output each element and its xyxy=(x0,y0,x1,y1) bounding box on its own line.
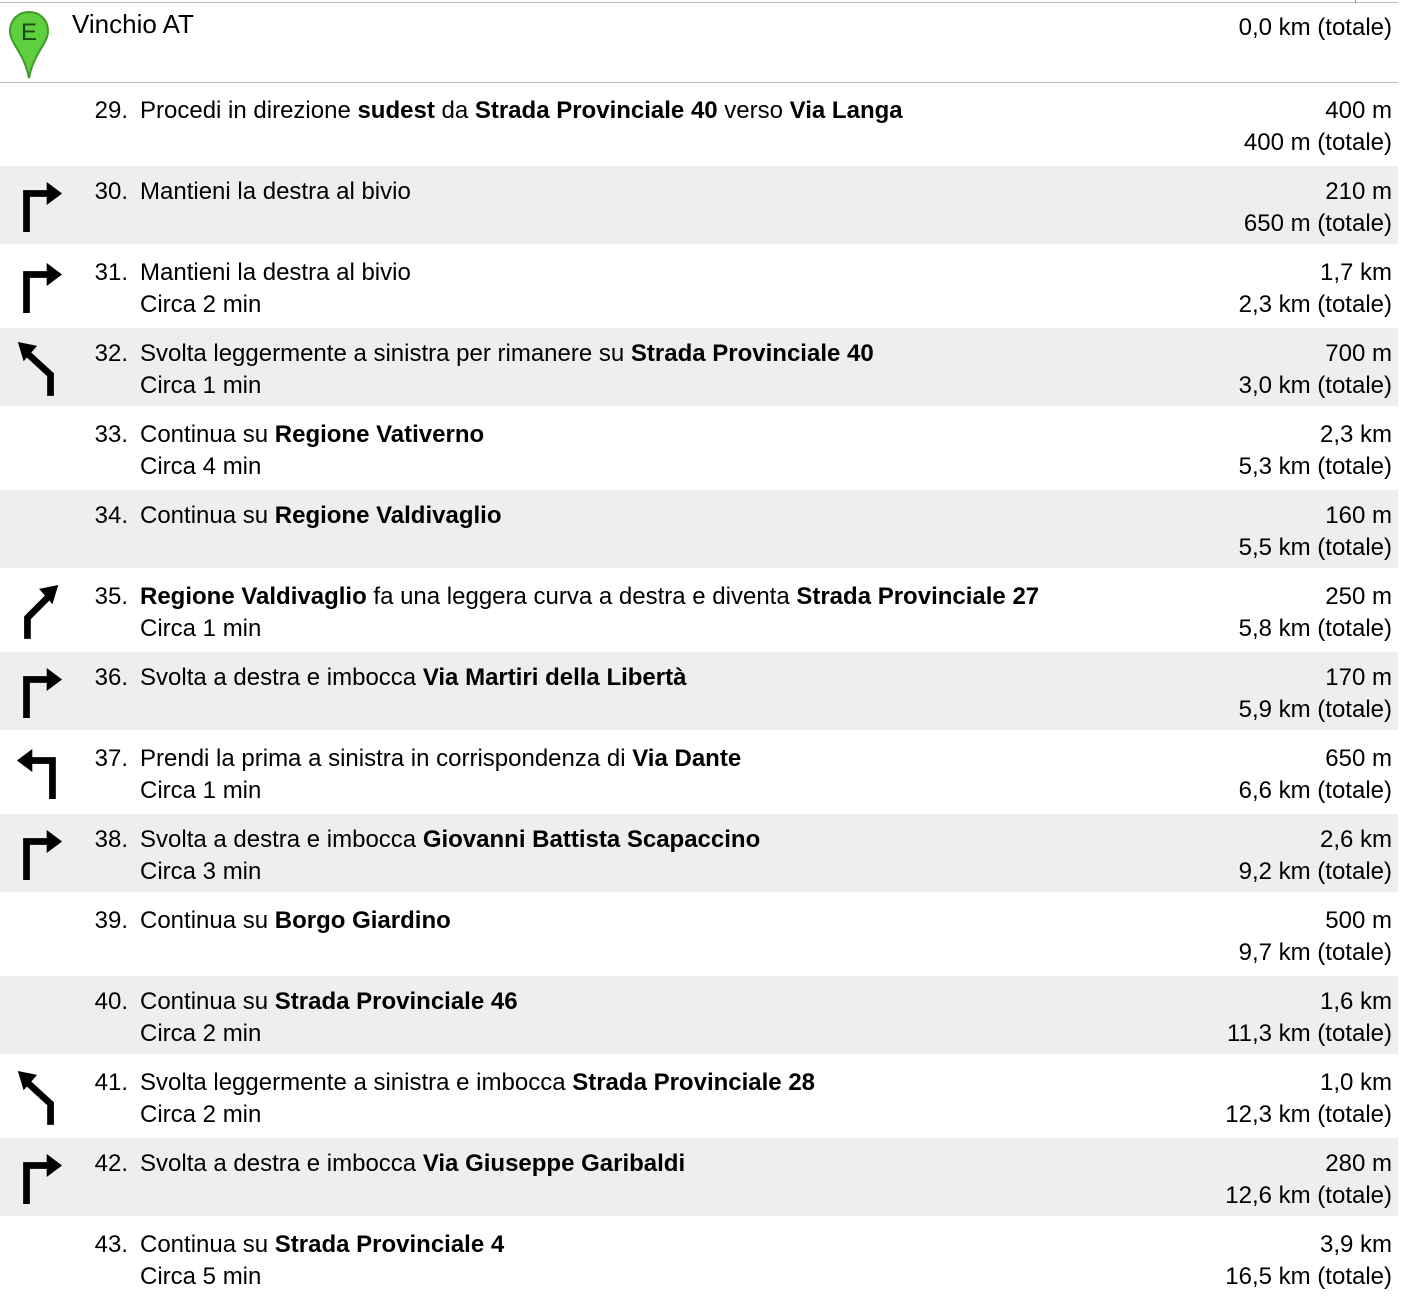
street-name: Via Dante xyxy=(632,745,742,772)
step-distance: 250 m xyxy=(1325,583,1392,610)
step-number: 35. xyxy=(94,583,128,610)
step-number: 41. xyxy=(94,1069,128,1096)
destination-name: Vinchio AT xyxy=(72,9,194,39)
direction-step[interactable] xyxy=(0,490,1398,568)
slight-right-icon xyxy=(14,579,64,643)
direction-step[interactable] xyxy=(0,328,1398,406)
step-total-distance: 16,5 km (totale) xyxy=(1225,1263,1392,1290)
direction-step[interactable] xyxy=(0,733,1398,811)
step-duration: Circa 3 min xyxy=(140,858,262,885)
step-distance: 2,3 km xyxy=(1319,421,1392,448)
instruction-text: Continua su xyxy=(140,988,275,1015)
step-distances xyxy=(1239,824,1392,888)
street-name: Via Langa xyxy=(789,97,903,124)
step-total-distance: 3,0 km (totale) xyxy=(1238,372,1392,399)
step-duration: Circa 1 min xyxy=(140,372,262,399)
step-distance: 1,7 km xyxy=(1319,259,1392,286)
step-distances xyxy=(1244,95,1392,159)
turn-right-icon xyxy=(14,255,64,319)
instruction-text: Svolta a destra e imbocca xyxy=(140,664,423,691)
direction-step[interactable] xyxy=(0,1138,1398,1216)
street-name: Strada Provinciale 46 xyxy=(274,988,518,1015)
step-distances xyxy=(1227,986,1392,1050)
step-duration: Circa 2 min xyxy=(140,291,262,318)
step-distances xyxy=(1225,1148,1392,1212)
step-total-distance: 11,3 km (totale) xyxy=(1227,1020,1392,1047)
instruction-text: Mantieni la destra al bivio xyxy=(140,259,411,286)
direction-step[interactable] xyxy=(0,1219,1398,1297)
street-name: Via Giuseppe Garibaldi xyxy=(422,1150,686,1177)
instruction-text: Mantieni la destra al bivio xyxy=(140,178,411,205)
street-name: Strada Provinciale 27 xyxy=(796,583,1040,610)
direction-step[interactable] xyxy=(0,652,1398,730)
direction-step[interactable] xyxy=(0,85,1398,163)
directions-list xyxy=(0,82,1398,1297)
step-number: 29. xyxy=(94,97,128,124)
step-duration: Circa 2 min xyxy=(140,1020,262,1047)
step-instruction xyxy=(140,95,1200,127)
step-distances xyxy=(1239,581,1392,645)
instruction-text: Prendi la prima a sinistra in corrispondenza di xyxy=(140,745,633,772)
step-number: 40. xyxy=(94,988,128,1015)
instruction-text: da xyxy=(434,97,475,124)
step-total-distance: 12,3 km (totale) xyxy=(1225,1101,1392,1128)
street-name: Regione Valdivaglio xyxy=(140,583,367,610)
step-distance: 160 m xyxy=(1325,502,1392,529)
step-duration: Circa 4 min xyxy=(140,453,262,480)
step-distance: 170 m xyxy=(1325,664,1392,691)
step-total-distance: 9,7 km (totale) xyxy=(1238,939,1392,966)
step-total-distance: 650 m (totale) xyxy=(1243,210,1392,237)
instruction-text: Svolta a destra e imbocca xyxy=(140,1150,423,1177)
direction-step[interactable] xyxy=(0,571,1398,649)
street-name: Regione Vativerno xyxy=(274,421,485,448)
step-number: 38. xyxy=(94,826,128,853)
step-duration: Circa 1 min xyxy=(140,777,262,804)
step-total-distance: 6,6 km (totale) xyxy=(1238,777,1392,804)
marker-letter: E xyxy=(20,19,38,46)
turn-right-icon xyxy=(14,660,64,724)
step-distance: 400 m xyxy=(1325,97,1392,124)
step-instruction xyxy=(140,743,1200,807)
street-name: Strada Provinciale 40 xyxy=(474,97,718,124)
step-number: 33. xyxy=(94,421,128,448)
direction-step[interactable] xyxy=(0,409,1398,487)
instruction-text: Svolta leggermente a sinistra per rimanere su xyxy=(140,340,631,367)
step-total-distance: 5,3 km (totale) xyxy=(1238,453,1392,480)
instruction-text: verso xyxy=(717,97,790,124)
step-distance: 650 m xyxy=(1325,745,1392,772)
step-instruction xyxy=(140,905,1200,937)
step-total-distance: 5,9 km (totale) xyxy=(1238,696,1392,723)
instruction-text: Continua su xyxy=(140,1231,275,1258)
step-total-distance: 5,5 km (totale) xyxy=(1238,534,1392,561)
step-total-distance: 5,8 km (totale) xyxy=(1238,615,1392,642)
instruction-text: Continua su xyxy=(140,502,275,529)
step-distance: 280 m xyxy=(1325,1150,1392,1177)
instruction-text: Procedi in direzione xyxy=(140,97,358,124)
street-name: Strada Provinciale 40 xyxy=(630,340,874,367)
step-distance: 210 m xyxy=(1325,178,1392,205)
instruction-text: Svolta leggermente a sinistra e imbocca xyxy=(140,1069,573,1096)
step-total-distance: 9,2 km (totale) xyxy=(1238,858,1392,885)
step-total-distance: 400 m (totale) xyxy=(1243,129,1392,156)
step-number: 39. xyxy=(94,907,128,934)
step-number: 42. xyxy=(94,1150,128,1177)
step-duration: Circa 2 min xyxy=(140,1101,262,1128)
instruction-text: fa una leggera curva a destra e diventa xyxy=(366,583,797,610)
step-instruction xyxy=(140,581,1200,645)
step-distance: 1,0 km xyxy=(1319,1069,1392,1096)
step-distance: 3,9 km xyxy=(1319,1231,1392,1258)
step-distances xyxy=(1225,1229,1392,1293)
instruction-text: Svolta a destra e imbocca xyxy=(140,826,423,853)
step-number: 34. xyxy=(94,502,128,529)
street-name: sudest xyxy=(357,97,435,124)
step-number: 30. xyxy=(94,178,128,205)
step-distance: 700 m xyxy=(1325,340,1392,367)
step-instruction xyxy=(140,1229,1200,1293)
direction-step[interactable] xyxy=(0,166,1398,244)
direction-step[interactable] xyxy=(0,976,1398,1054)
destination-marker-icon[interactable] xyxy=(6,8,52,80)
step-distance: 1,6 km xyxy=(1319,988,1392,1015)
direction-step[interactable] xyxy=(0,1057,1398,1135)
step-instruction xyxy=(140,257,1200,321)
turn-right-icon xyxy=(14,174,64,238)
instruction-text: Continua su xyxy=(140,421,275,448)
step-distances xyxy=(1239,419,1392,483)
step-number: 43. xyxy=(94,1231,128,1258)
step-number: 31. xyxy=(94,259,128,286)
step-distances xyxy=(1239,257,1392,321)
step-number: 36. xyxy=(94,664,128,691)
instruction-text: Continua su xyxy=(140,907,275,934)
step-instruction xyxy=(140,338,1200,402)
street-name: Borgo Giardino xyxy=(274,907,451,934)
step-distances xyxy=(1239,905,1392,969)
turn-left-icon xyxy=(14,741,64,805)
street-name: Via Martiri della Libertà xyxy=(422,664,687,691)
step-distance: 500 m xyxy=(1325,907,1392,934)
step-number: 37. xyxy=(94,745,128,772)
step-distances xyxy=(1244,176,1392,240)
step-distances xyxy=(1239,743,1392,807)
street-name: Strada Provinciale 4 xyxy=(274,1231,505,1258)
step-distance: 2,6 km xyxy=(1319,826,1392,853)
slight-left-icon xyxy=(14,336,64,400)
turn-right-icon xyxy=(14,822,64,886)
street-name: Strada Provinciale 28 xyxy=(572,1069,816,1096)
street-name: Regione Valdivaglio xyxy=(274,502,502,529)
step-distances xyxy=(1225,1067,1392,1131)
turn-right-icon xyxy=(14,1146,64,1210)
step-instruction xyxy=(140,1067,1200,1131)
step-distances xyxy=(1239,662,1392,726)
step-instruction xyxy=(140,500,1200,532)
direction-step[interactable] xyxy=(0,814,1398,892)
destination-distance: 0,0 km (totale) xyxy=(1238,14,1392,41)
step-total-distance: 12,6 km (totale) xyxy=(1225,1182,1392,1209)
direction-step[interactable] xyxy=(0,247,1398,325)
step-distances xyxy=(1239,338,1392,402)
direction-step[interactable] xyxy=(0,895,1398,973)
step-duration: Circa 5 min xyxy=(140,1263,262,1290)
step-instruction xyxy=(140,986,1200,1050)
destination-header xyxy=(0,0,1398,83)
slight-left-icon xyxy=(14,1065,64,1129)
step-instruction xyxy=(140,662,1200,694)
step-total-distance: 2,3 km (totale) xyxy=(1238,291,1392,318)
step-number: 32. xyxy=(94,340,128,367)
street-name: Giovanni Battista Scapaccino xyxy=(422,826,761,853)
step-instruction xyxy=(140,176,1200,208)
step-distances xyxy=(1239,500,1392,564)
step-instruction xyxy=(140,1148,1200,1180)
step-instruction xyxy=(140,824,1200,888)
step-duration: Circa 1 min xyxy=(140,615,262,642)
step-instruction xyxy=(140,419,1200,483)
